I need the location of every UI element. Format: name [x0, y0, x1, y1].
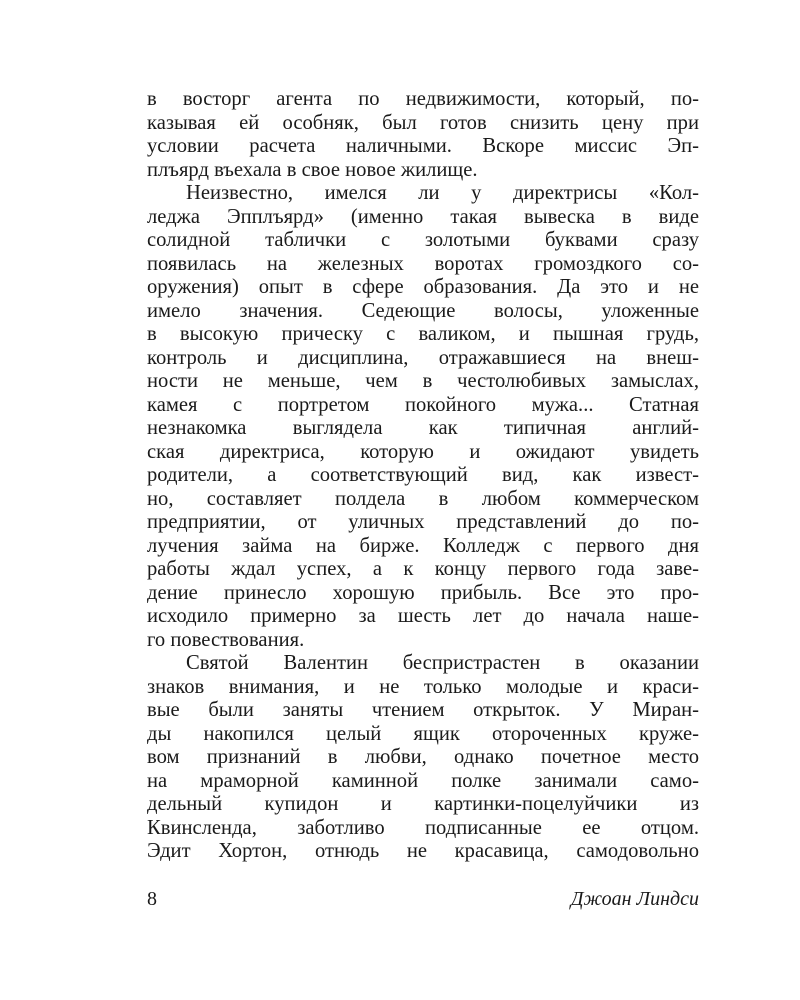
text-line: ская директриса, которую и ожидают увидеть — [147, 440, 699, 463]
text-line: дельный купидон и картинки-поцелуйчики из — [147, 793, 699, 815]
text-line: имело значения. Седеющие волосы, уложенные — [147, 299, 699, 322]
text-line: предприятии, от уличных представлений до по- — [147, 511, 699, 533]
text-line: родители, а соответствующий вид, как извест- — [147, 464, 699, 486]
text-line: ности не меньше, чем в честолюбивых замыслах, — [147, 370, 699, 392]
text-line: незнакомка выглядела как типичная англий- — [147, 417, 699, 439]
text-line: работы ждал успех, а к концу первого года заве- — [147, 558, 699, 580]
text-line: лучения займа на бирже. Колледж с первого дня — [147, 534, 699, 557]
text-line: оружения) опыт в сфере образования. Да это и не — [147, 276, 699, 298]
text-line: в восторг агента по недвижимости, который, по- — [147, 88, 699, 110]
text-line: на мраморной каминной полке занимали само- — [147, 769, 699, 792]
running-footer-author: Джоан Линдси — [570, 888, 699, 910]
text-line: го повествования. — [147, 628, 305, 651]
text-line: плъярд въехала в свое новое жилище. — [147, 158, 478, 181]
text-line: контроль и дисциплина, отражавшиеся на внеш- — [147, 346, 699, 369]
text-line: исходило примерно за шесть лет до начала наше- — [147, 605, 699, 627]
text-line: вые были заняты чтением открыток. У Миран- — [147, 699, 699, 721]
text-line: но, составляет полдела в любом коммерческом — [147, 487, 699, 510]
body-text — [147, 88, 699, 864]
page-number: 8 — [147, 888, 157, 910]
page-footer — [147, 888, 699, 914]
text-line: камея с портретом покойного мужа... Статная — [147, 393, 699, 416]
text-line: дение принесло хорошую прибыль. Все это про- — [147, 581, 699, 604]
paragraph-first-line: Неизвестно, имелся ли у директрисы «Кол- — [186, 182, 699, 204]
text-line: Квинсленда, заботливо подписанные ее отцом. — [147, 816, 699, 839]
text-line: казывая ей особняк, был готов снизить цену при — [147, 111, 699, 134]
text-line: леджа Эпплъярд» (именно такая вывеска в виде — [147, 205, 699, 228]
text-line: ды накопился целый ящик отороченных круже- — [147, 722, 699, 745]
text-line: в высокую прическу с валиком, и пышная грудь, — [147, 323, 699, 345]
text-line: появилась на железных воротах громоздкого со- — [147, 252, 699, 275]
text-line: знаков внимания, и не только молодые и краси- — [147, 675, 699, 698]
text-line: солидной таблички с золотыми буквами сразу — [147, 229, 699, 251]
paragraph-first-line: Святой Валентин беспристрастен в оказании — [186, 652, 699, 674]
text-line: Эдит Хортон, отнюдь не красавица, самодовольно — [147, 840, 699, 862]
text-line: условии расчета наличными. Вскоре миссис Эп- — [147, 135, 699, 157]
text-line: вом признаний в любви, однако почетное место — [147, 746, 699, 768]
